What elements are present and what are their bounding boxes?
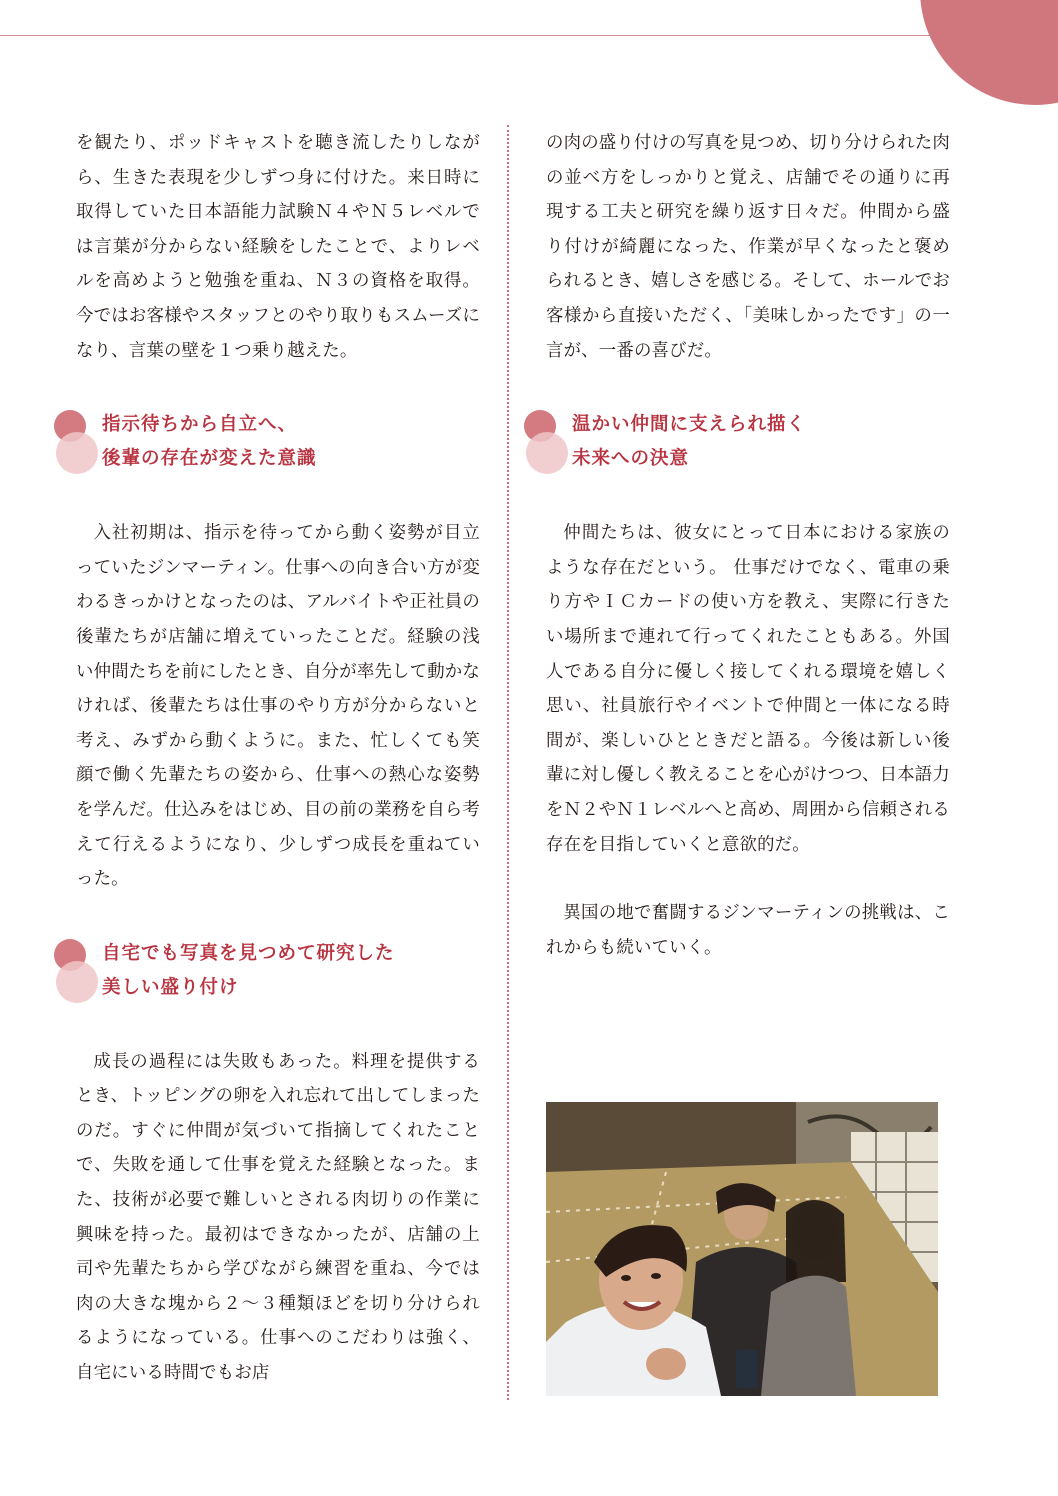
- section-1-paragraph: 入社初期は、指示を待ってから動く姿勢が目立っていたジンマーティン。仕事への向き合い方が変わるきっかけとなったのは、アルバイトや正社員の後輩たちが店舗に増えていったことだ。経験の浅い仲間たちを前にしたとき、自分が率先して動かなければ、後輩たちは仕事のやり方が分からないと考え、みずから動くように。また、忙しくても笑顔で働く先輩たちの姿から、仕事への熱心な姿勢を学んだ。仕込みをはじめ、目の前の業務を自ら考えて行えるようになり、少しずつ成長を重ねていった。: [76, 523, 480, 890]
- section-heading-3: [546, 408, 950, 482]
- section-heading-3-text: 温かい仲間に支えられ描く 未来への決意: [572, 414, 807, 470]
- group-selfie-photo: [546, 1102, 938, 1396]
- right-intro-paragraph: の肉の盛り付けの写真を見つめ、切り分けられた肉の並べ方をしっかりと覚え、店舗でその通りに再現する工夫と研究を繰り返す日々だ。仲間から盛り付けが綺麗になった、作業が早くなったと褒められるとき、嬉しさを感じる。そして、ホールでお客様から直接いただく、「美味しかったです」の一言が、一番の喜びだ。: [546, 133, 950, 361]
- section-heading-1: [76, 408, 480, 482]
- corner-decoration: [920, 0, 1058, 105]
- photo-eye-right: [651, 1273, 661, 1279]
- right-column: [546, 126, 950, 965]
- column-divider: [507, 125, 509, 1400]
- section-heading-2: [76, 937, 480, 1011]
- left-intro-paragraph: を観たり、ポッドキャストを聴き流したりしながら、生きた表現を少しずつ身に付けた。来日時に取得していた日本語能力試験Ｎ４やＮ５レベルでは言葉が分からない経験をしたことで、よりレベルを高めようと勉強を重ね、Ｎ３の資格を取得。今ではお客様やスタッフとのやり取りもスムーズになり、言葉の壁を１つ乗り越えた。: [76, 133, 480, 361]
- section-heading-2-text: 自宅でも写真を見つめて研究した 美しい盛り付け: [102, 942, 395, 998]
- photo-phone: [736, 1350, 758, 1388]
- photo-thumbs-up-hand: [646, 1348, 686, 1380]
- photo-person-right-coat: [761, 1276, 856, 1396]
- section-3-paragraph: 仲間たちは、彼女にとって日本における家族のような存在だという。 仕事だけでなく、電車の乗り方やＩＣカードの使い方を教え、実際に行きたい場所まで連れて行ってくれたこともある。外国人である自分に優しく接してくれる環境を嬉しく思い、社員旅行やイベントで仲間と一体になる時間が、楽しいひとときだと語る。今後は新しい後輩に対し優しく教えることを心がけつつ、日本語力をＮ２やＮ１レベルへと高め、周囲から信頼される存在を目指していくと意欲的だ。: [546, 523, 950, 855]
- left-column: [76, 126, 480, 1391]
- section-heading-1-text: 指示待ちから自立へ、 後輩の存在が変えた意識: [102, 414, 317, 470]
- top-rule: [0, 35, 1058, 36]
- paragraph-gap: [546, 862, 950, 896]
- closing-paragraph: 異国の地で奮闘するジンマーティンの挑戦は、これからも続いていく。: [546, 903, 950, 958]
- section-2-paragraph: 成長の過程には失敗もあった。料理を提供するとき、トッピングの卵を入れ忘れて出してしまったのだ。すぐに仲間が気づいて指摘してくれたことで、失敗を通して仕事を覚えた経験となった。また、技術が必要で難しいとされる肉切りの作業に興味を持った。最初はできなかったが、店舗の上司や先輩たちから学びながら練習を重ね、今では肉の大きな塊から２〜３種類ほどを切り分けられるようになっている。仕事へのこだわりは強く、自宅にいる時間でもお店: [76, 1051, 480, 1384]
- photo-eye-left: [621, 1275, 631, 1281]
- photo-illustration: [546, 1102, 938, 1396]
- photo-person-right-hair: [786, 1200, 846, 1282]
